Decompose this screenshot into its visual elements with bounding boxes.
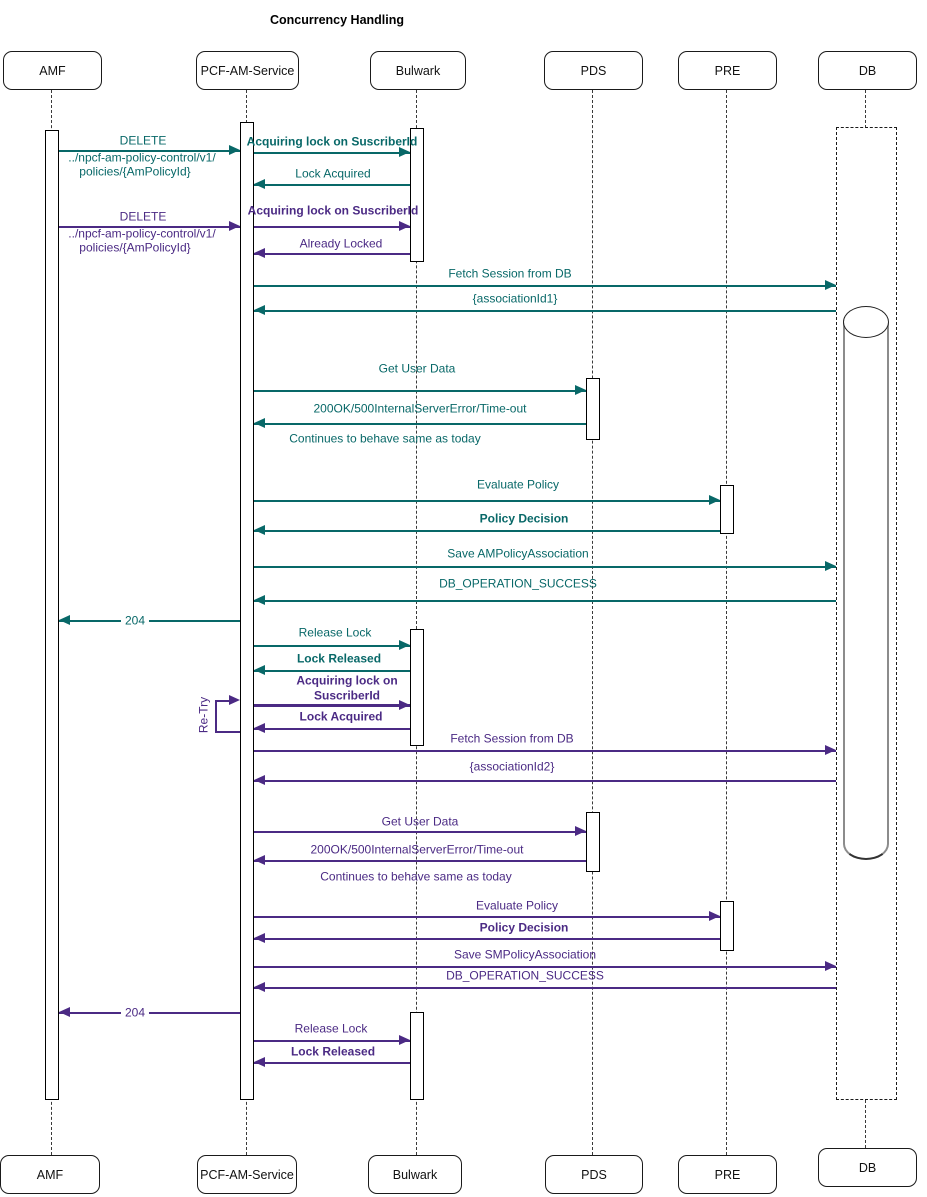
message-arrowhead	[399, 1035, 410, 1045]
message-line	[254, 184, 410, 186]
message-sublabel: ../npcf-am-policy-control/v1/	[68, 150, 216, 165]
message-arrowhead	[254, 1057, 265, 1067]
message-label: 200OK/500InternalServerError/Time-out	[310, 842, 524, 857]
retry-loop-line	[215, 700, 229, 702]
message-label: {associationId1}	[472, 291, 558, 306]
message-arrowhead	[825, 745, 836, 755]
message-arrowhead	[254, 179, 265, 189]
message-arrowhead	[825, 561, 836, 571]
activation-bar-pds-1	[586, 378, 600, 440]
message-arrowhead	[709, 911, 720, 921]
message-label: Evaluate Policy	[475, 898, 559, 913]
participant-box-bottom-pre: PRE	[678, 1155, 777, 1194]
message-arrowhead	[254, 305, 265, 315]
message-line	[254, 530, 720, 532]
message-label: {associationId2}	[469, 759, 555, 774]
message-label: Get User Data	[378, 361, 456, 376]
lifeline-db-bottom	[865, 1100, 866, 1148]
message-arrowhead	[399, 700, 410, 710]
message-arrowhead	[254, 933, 265, 943]
message-label: Lock Acquired	[299, 709, 383, 724]
participant-box-top-pds: PDS	[544, 51, 643, 90]
participant-box-bottom-pds: PDS	[545, 1155, 643, 1194]
message-label: 204	[121, 1006, 149, 1019]
activation-bar-pds-2	[586, 812, 600, 872]
message-line	[254, 152, 410, 154]
database-cylinder-body	[843, 322, 889, 860]
message-line	[254, 860, 586, 862]
message-line	[254, 645, 410, 647]
message-sublabel: policies/{AmPolicyId}	[79, 240, 191, 255]
note-label: Continues to behave same as today	[320, 869, 512, 884]
message-arrowhead	[254, 595, 265, 605]
note-label: Continues to behave same as today	[289, 431, 481, 446]
message-line	[254, 285, 836, 287]
message-label: Get User Data	[381, 814, 459, 829]
activation-bar-pre-1	[720, 485, 734, 534]
message-arrowhead	[229, 221, 240, 231]
message-label: SuscriberId	[313, 688, 381, 703]
message-arrowhead	[575, 385, 586, 395]
participant-box-bottom-db: DB	[818, 1148, 917, 1187]
message-line	[254, 670, 410, 672]
retry-loop-line	[215, 700, 217, 732]
message-arrowhead	[59, 615, 70, 625]
message-label: Release Lock	[294, 1021, 368, 1036]
message-label: 200OK/500InternalServerError/Time-out	[313, 401, 527, 416]
message-line	[254, 600, 836, 602]
message-label: Acquiring lock on SuscriberId	[247, 203, 419, 218]
message-line	[254, 987, 836, 989]
message-line	[254, 566, 836, 568]
message-label: Evaluate Policy	[476, 477, 560, 492]
lifeline-db-top	[865, 90, 866, 128]
message-label: Already Locked	[299, 236, 383, 251]
message-arrowhead	[825, 961, 836, 971]
lifeline-pre	[726, 90, 727, 1155]
activation-bar-bulwark-2	[410, 629, 424, 746]
message-label: Lock Released	[290, 1044, 376, 1059]
message-line	[59, 620, 240, 622]
participant-box-top-pre: PRE	[678, 51, 777, 90]
message-label: Policy Decision	[479, 920, 569, 935]
message-line	[254, 831, 586, 833]
message-arrowhead	[59, 1007, 70, 1017]
message-arrowhead	[254, 418, 265, 428]
message-label: 204	[121, 614, 149, 627]
retry-loop-arrowhead	[229, 695, 240, 705]
message-label: Fetch Session from DB	[448, 266, 572, 281]
message-arrowhead	[254, 775, 265, 785]
participant-box-top-db: DB	[818, 51, 917, 90]
message-label: Lock Released	[296, 651, 382, 666]
message-sublabel: policies/{AmPolicyId}	[79, 164, 191, 179]
message-label: Policy Decision	[479, 511, 569, 526]
message-label: DELETE	[119, 133, 167, 148]
participant-box-top-pcf-am-service: PCF-AM-Service	[196, 51, 299, 90]
message-line	[254, 1040, 410, 1042]
activation-bar-bulwark-3	[410, 1012, 424, 1100]
message-label: Lock Acquired	[295, 166, 371, 181]
message-line	[254, 728, 410, 730]
message-label: DB_OPERATION_SUCCESS	[446, 968, 604, 983]
participant-box-bottom-bulwark: Bulwark	[368, 1155, 462, 1194]
message-line	[254, 966, 836, 968]
message-line	[254, 310, 836, 312]
retry-label: Re-Try	[196, 696, 211, 734]
message-arrowhead	[229, 145, 240, 155]
activation-bar-pcf	[240, 122, 254, 1100]
message-arrowhead	[825, 280, 836, 290]
message-label: Fetch Session from DB	[450, 731, 574, 746]
message-line	[254, 1062, 410, 1064]
message-arrowhead	[254, 982, 265, 992]
lifeline-pds	[592, 90, 593, 1155]
database-cylinder-top	[843, 306, 889, 338]
retry-loop-line	[215, 731, 240, 733]
message-arrowhead	[399, 640, 410, 650]
message-line	[254, 226, 410, 228]
diagram-title: Concurrency Handling	[269, 13, 405, 27]
message-arrowhead	[254, 665, 265, 675]
participant-box-bottom-pcf-am-service: PCF-AM-Service	[197, 1155, 297, 1194]
message-sublabel: ../npcf-am-policy-control/v1/	[68, 226, 216, 241]
participant-box-top-bulwark: Bulwark	[370, 51, 466, 90]
message-label: DELETE	[119, 209, 167, 224]
message-arrowhead	[254, 855, 265, 865]
message-line	[254, 916, 720, 918]
activation-bar-pre-2	[720, 901, 734, 951]
message-label: Release Lock	[298, 625, 372, 640]
activation-bar-amf	[45, 130, 59, 1100]
message-line	[254, 938, 720, 940]
message-label: Save SMPolicyAssociation	[453, 947, 597, 962]
message-arrowhead	[575, 826, 586, 836]
message-line	[254, 423, 586, 425]
message-label: Acquiring lock on	[296, 673, 398, 688]
message-label: Save AMPolicyAssociation	[447, 546, 589, 561]
participant-box-top-amf: AMF	[3, 51, 102, 90]
message-line	[254, 500, 720, 502]
message-line	[254, 750, 836, 752]
message-arrowhead	[399, 221, 410, 231]
message-line	[254, 780, 836, 782]
message-line	[254, 390, 586, 392]
participant-box-bottom-amf: AMF	[0, 1155, 100, 1194]
message-arrowhead	[254, 525, 265, 535]
message-label: DB_OPERATION_SUCCESS	[439, 576, 597, 591]
message-label: Acquiring lock on SuscriberId	[246, 134, 418, 149]
message-arrowhead	[254, 248, 265, 258]
message-arrowhead	[254, 723, 265, 733]
message-line	[254, 253, 410, 255]
message-line	[254, 704, 410, 707]
message-line	[59, 1012, 240, 1014]
message-arrowhead	[709, 495, 720, 505]
